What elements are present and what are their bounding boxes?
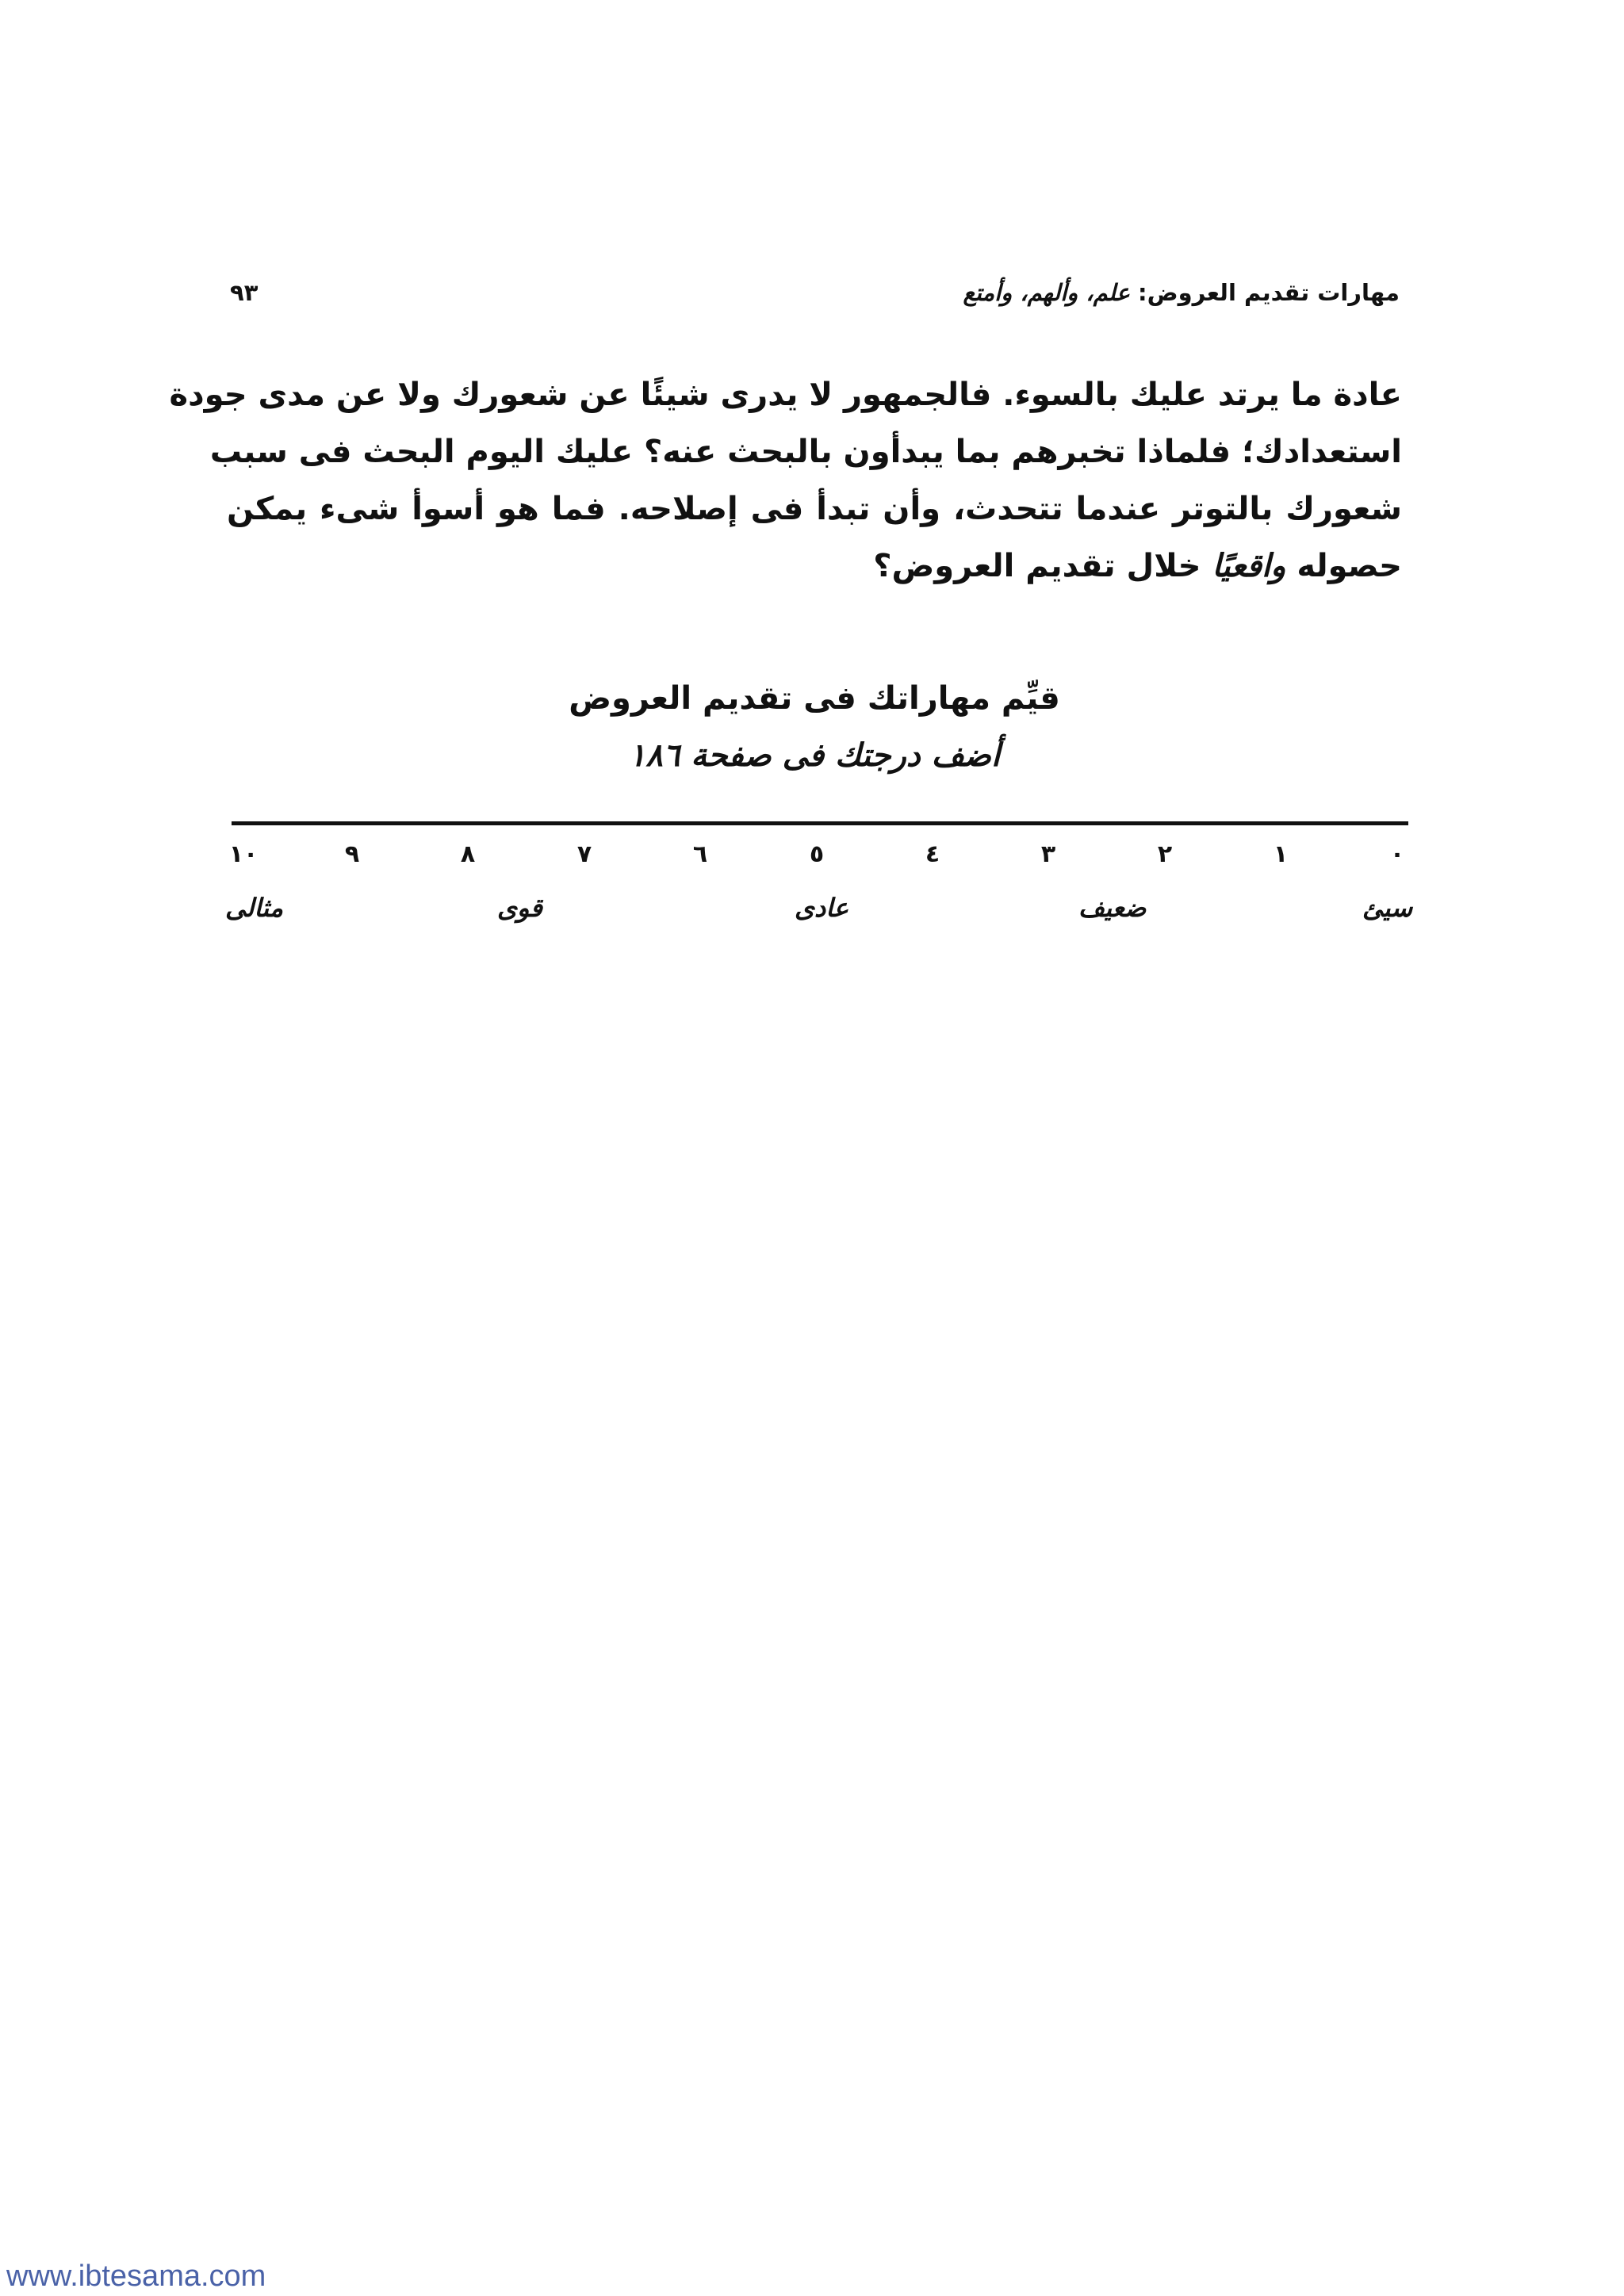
body-line-4 [227,538,1402,595]
running-title-italic: علم، وألهم، وأمتع [963,279,1130,306]
rating-instruction: أضف درجتك فى صفحة ١٨٦ [628,737,1001,774]
body-paragraph [169,366,1402,595]
rating-scale-rule [232,821,1408,825]
body-line-4-start: حصوله [1285,548,1402,584]
scale-number-1: ١ [1273,840,1289,868]
running-title-main: مهارات تقديم العروض: [1129,279,1400,306]
running-title [963,279,1400,306]
watermark-url: www.ibtesama.com [6,2260,266,2293]
scale-number-7: ٧ [576,840,592,868]
scale-number-6: ٦ [692,840,708,868]
rating-scale-labels [224,893,1411,932]
scale-label-strong: قوى [497,893,542,923]
scale-number-5: ٥ [809,840,825,868]
rating-heading: قيِّم مهاراتك فى تقديم العروض [569,680,1060,717]
body-line-2: استعدادك؛ فلماذا تخبرهم بما يبدأون بالبحث عنه؟ عليك اليوم البحث فى سبب [209,434,1402,470]
scale-number-0: ٠ [1389,840,1405,868]
scale-label-weak: ضعيف [1078,893,1147,923]
body-line-4-end: خلال تقديم العروض؟ [873,548,1212,584]
body-line-3: شعورك بالتوتر عندما تتحدث، وأن تبدأ فى إصلاحه. فما هو أسوأ شىء يمكن [227,491,1402,527]
scale-number-3: ٣ [1040,840,1056,868]
body-line-4-emphasis: واقعيًا [1212,548,1286,584]
scale-number-10: ١٠ [228,840,259,868]
scale-label-ideal: مثالى [225,893,283,923]
scale-label-poor: سيئ [1362,893,1413,923]
scale-number-8: ٨ [460,840,476,868]
scale-number-9: ٩ [344,840,360,868]
rating-scale-numbers [224,840,1411,875]
scale-number-2: ٢ [1157,840,1173,868]
running-header [230,279,1400,319]
body-line-1: عادة ما يرتد عليك بالسوء. فالجمهور لا يدرى شيئًا عن شعورك ولا عن مدى جودة [169,377,1402,413]
page-number: ٩٣ [230,279,259,306]
scale-number-4: ٤ [925,840,940,868]
scale-label-average: عادى [795,893,849,923]
